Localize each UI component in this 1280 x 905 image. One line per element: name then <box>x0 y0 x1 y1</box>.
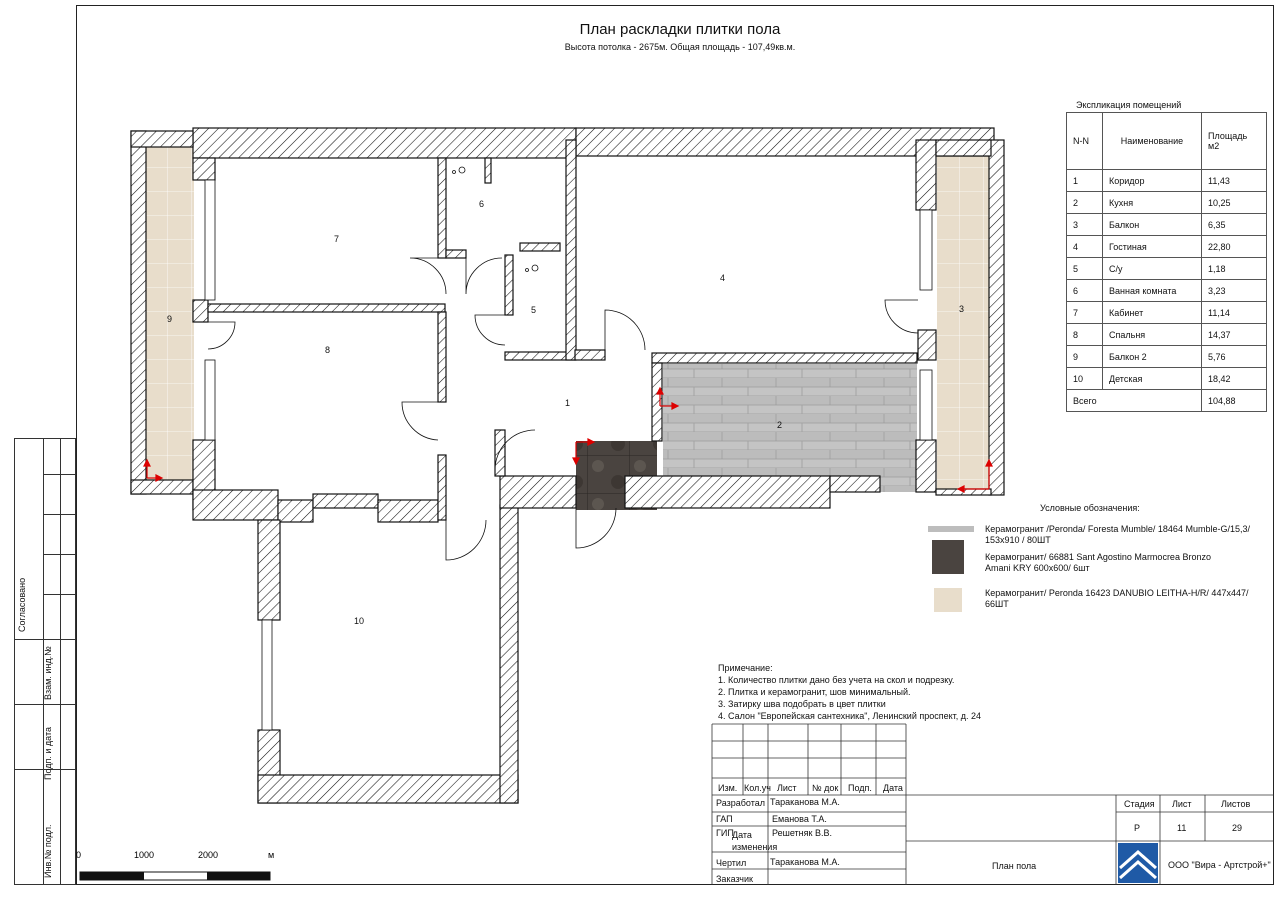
tb-name-gip: Решетняк В.В. <box>772 828 832 838</box>
row-name: Кухня <box>1103 192 1202 214</box>
row-area: 14,37 <box>1202 324 1267 346</box>
note-line: 3. Затирку шва подобрать в цвет плитки <box>718 699 886 709</box>
explication-caption: Экспликация помещений <box>1076 100 1182 110</box>
table-row <box>1067 214 1267 236</box>
row-area: 18,42 <box>1202 368 1267 390</box>
table-row <box>1067 170 1267 192</box>
row-number: 4 <box>1067 236 1103 258</box>
row-area: 11,14 <box>1202 302 1267 324</box>
row-name: Гостиная <box>1103 236 1202 258</box>
tb-col-doc: № док <box>812 783 839 793</box>
row-area: 5,76 <box>1202 346 1267 368</box>
table-row <box>1067 346 1267 368</box>
tb-stage-header: Стадия <box>1124 799 1155 809</box>
tb-role-drawn: Чертил <box>716 858 747 868</box>
label-agreed: Согласовано <box>17 577 27 632</box>
legend-text-marble: Керамогранит/ 66881 Sant Agostino Marmocrea Bronzo Amani KRY 600x600/ 6шт <box>985 552 1211 573</box>
row-name: Кабинет <box>1103 302 1202 324</box>
scale-label-unit: м <box>268 850 275 860</box>
scale-bar <box>76 850 274 880</box>
row-name: Балкон 2 <box>1103 346 1202 368</box>
row-number: 8 <box>1067 324 1103 346</box>
row-number: 7 <box>1067 302 1103 324</box>
room-label-8: 8 <box>325 345 331 355</box>
notes-title: Примечание: <box>718 663 773 673</box>
room-label-2: 2 <box>777 420 783 430</box>
kitchen-tile <box>663 364 917 492</box>
label-inv-original: Инв.№ подл. <box>43 824 53 878</box>
row-name: С/у <box>1103 258 1202 280</box>
table-row <box>1067 368 1267 390</box>
page-title: План раскладки плитки пола <box>579 21 781 38</box>
scale-label-0: 0 <box>76 850 82 860</box>
explication-header-area: Площадь м2 <box>1202 113 1267 170</box>
row-name: Спальня <box>1103 324 1202 346</box>
tb-sheet-name: План пола <box>992 861 1037 871</box>
total-value: 104,88 <box>1202 390 1267 412</box>
note-line: 4. Салон "Европейская сантехника", Ленинский проспект, д. 24 <box>718 711 982 721</box>
room-label-1: 1 <box>565 398 571 408</box>
note-line: 2. Плитка и керамогранит, шов минимальный. <box>718 687 911 697</box>
note-line: 1. Количество плитки дано без учета на скол и подрезку. <box>718 675 955 685</box>
row-number: 2 <box>1067 192 1103 214</box>
room-label-4: 4 <box>720 273 726 283</box>
row-area: 3,23 <box>1202 280 1267 302</box>
tb-col-count: Кол.уч <box>744 783 771 793</box>
row-name: Детская <box>1103 368 1202 390</box>
balcony-tile <box>937 156 989 489</box>
room-label-10: 10 <box>354 616 365 626</box>
room-label-7: 7 <box>334 234 340 244</box>
row-number: 6 <box>1067 280 1103 302</box>
tb-stage-value: Р <box>1134 823 1141 833</box>
company-logo <box>1118 843 1158 883</box>
explication-header-number: N-N <box>1067 113 1103 170</box>
legend-swatch-beige <box>934 588 962 612</box>
explication-table <box>1066 112 1267 412</box>
scale-label-2000: 2000 <box>198 850 219 860</box>
table-row <box>1067 192 1267 214</box>
room-label-3: 3 <box>959 304 965 314</box>
row-area: 11,43 <box>1202 170 1267 192</box>
tb-col-change: Изм. <box>718 783 738 793</box>
row-name: Ванная комната <box>1103 280 1202 302</box>
total-label: Всего <box>1067 390 1202 412</box>
room-label-5: 5 <box>531 305 537 315</box>
table-row <box>1067 324 1267 346</box>
page-subtitle: Высота потолка - 2675м. Общая площадь - 107,49кв.м. <box>564 42 796 52</box>
scale-label-1000: 1000 <box>134 850 155 860</box>
row-area: 1,18 <box>1202 258 1267 280</box>
table-total-row <box>1067 390 1267 412</box>
tb-sheet-value: 11 <box>1177 823 1187 833</box>
tb-role-customer: Заказчик <box>716 874 753 884</box>
row-name: Балкон <box>1103 214 1202 236</box>
tb-company: ООО "Вира - Артстрой+" <box>1168 860 1271 870</box>
tb-sheet-header: Лист <box>1172 799 1192 809</box>
row-number: 10 <box>1067 368 1103 390</box>
tb-col-sign: Подп. <box>848 783 872 793</box>
tb-date-change: Дата изменения <box>732 830 778 852</box>
tb-col-date: Дата <box>883 783 903 793</box>
tb-name-developer: Тараканова М.А. <box>770 797 840 807</box>
table-row <box>1067 280 1267 302</box>
row-number: 9 <box>1067 346 1103 368</box>
legend-text-beige: Керамогранит/ Peronda 16423 DANUBIO LEITHA-H/R/ 447x447/ 66ШТ <box>985 588 1249 609</box>
row-name: Коридор <box>1103 170 1202 192</box>
legend-swatch-wood <box>928 526 974 532</box>
table-row <box>1067 258 1267 280</box>
tb-col-sheet: Лист <box>777 783 797 793</box>
label-sign-date: Подп. и дата <box>43 726 53 780</box>
explication-header-name: Наименование <box>1103 113 1202 170</box>
table-row <box>1067 302 1267 324</box>
legend-swatch-marble <box>932 540 964 574</box>
table-row <box>1067 236 1267 258</box>
row-number: 1 <box>1067 170 1103 192</box>
tb-role-gap: ГАП <box>716 814 733 824</box>
legend-title: Условные обозначения: <box>1040 503 1140 513</box>
tb-name-drawn: Тараканова М.А. <box>770 857 840 867</box>
row-number: 3 <box>1067 214 1103 236</box>
tb-role-developer: Разработал <box>716 798 765 808</box>
row-area: 22,80 <box>1202 236 1267 258</box>
tb-sheets-header: Листов <box>1221 799 1251 809</box>
row-area: 6,35 <box>1202 214 1267 236</box>
row-number: 5 <box>1067 258 1103 280</box>
room-label-9: 9 <box>167 314 173 324</box>
tb-name-gap: Еманова Т.А. <box>772 814 827 824</box>
notes <box>718 662 981 722</box>
room-label-6: 6 <box>479 199 485 209</box>
tb-sheets-value: 29 <box>1232 823 1243 833</box>
tb-role-gip: ГИП <box>716 828 734 838</box>
legend-text-wood: Керамогранит /Peronda/ Foresta Mumble/ 18464 Mumble-G/15,3/ 153x910 / 80ШТ <box>985 524 1250 545</box>
row-area: 10,25 <box>1202 192 1267 214</box>
label-replace-inv: Взам. инд.№ <box>43 646 53 700</box>
